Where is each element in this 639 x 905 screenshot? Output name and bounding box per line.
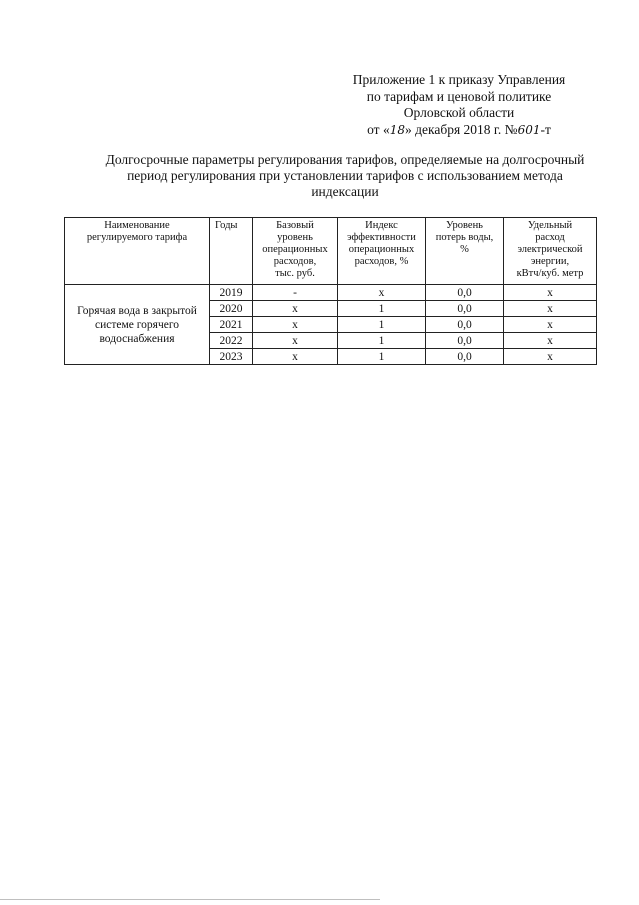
appendix-line-1: Приложение 1 к приказу Управления	[352, 72, 566, 87]
base-level-cell: х	[253, 317, 338, 333]
title-line-1: Долгосрочные параметры регулирования тарифов, определяемые на долгосрочный	[105, 152, 585, 167]
date-middle: » декабря 2018 г. №	[405, 121, 518, 137]
water-losses-cell: 0,0	[426, 349, 504, 365]
year-cell: 2021	[210, 317, 253, 333]
header-efficiency-index: Индекс эффективности операционных расходов, %	[338, 218, 426, 285]
energy-cell: х	[504, 285, 597, 301]
efficiency-index-cell: х	[338, 285, 426, 301]
efficiency-index-cell: 1	[338, 301, 426, 317]
appendix-line-2: по тарифам и ценовой политике	[366, 88, 552, 104]
header-years: Годы	[210, 218, 253, 285]
year-cell: 2020	[210, 301, 253, 317]
base-level-cell: х	[253, 301, 338, 317]
base-level-cell: х	[253, 333, 338, 349]
efficiency-index-cell: 1	[338, 349, 426, 365]
header-tariff-name: Наименование регулируемого тарифа	[65, 218, 210, 285]
base-level-cell: х	[253, 349, 338, 365]
water-losses-cell: 0,0	[426, 317, 504, 333]
water-losses-cell: 0,0	[426, 301, 504, 317]
document-title	[80, 152, 610, 200]
energy-cell: х	[504, 301, 597, 317]
table-header-row	[65, 218, 597, 285]
tariff-name-cell: Горячая вода в закрытой системе горячего водоснабжения	[65, 285, 210, 365]
date-prefix: от «	[367, 121, 390, 137]
base-level-cell: -	[253, 285, 338, 301]
title-line-2: период регулирования при установлении тарифов с использованием метода	[127, 168, 563, 183]
energy-cell: х	[504, 333, 597, 349]
table-row	[65, 285, 597, 301]
handwritten-order-number: 601	[517, 122, 541, 137]
title-line-3: индексации	[311, 184, 379, 199]
year-cell: 2019	[210, 285, 253, 301]
scan-edge-line	[0, 899, 380, 900]
header-base-level: Базовый уровень операционных расходов, тыс. руб.	[253, 218, 338, 285]
year-cell: 2022	[210, 333, 253, 349]
water-losses-cell: 0,0	[426, 285, 504, 301]
year-cell: 2023	[210, 349, 253, 365]
handwritten-day: 18	[389, 122, 405, 137]
appendix-block	[309, 72, 609, 138]
water-losses-cell: 0,0	[426, 333, 504, 349]
energy-cell: х	[504, 317, 597, 333]
efficiency-index-cell: 1	[338, 333, 426, 349]
efficiency-index-cell: 1	[338, 317, 426, 333]
energy-cell: х	[504, 349, 597, 365]
appendix-date-line	[309, 122, 609, 139]
header-water-losses: Уровень потерь воды, %	[426, 218, 504, 285]
header-energy-consumption: Удельный расход электрической энергии, кВтч/куб. метр	[504, 218, 597, 285]
order-suffix: -т	[540, 121, 551, 137]
appendix-line-3: Орловской области	[403, 105, 515, 120]
parameters-table	[64, 217, 597, 365]
